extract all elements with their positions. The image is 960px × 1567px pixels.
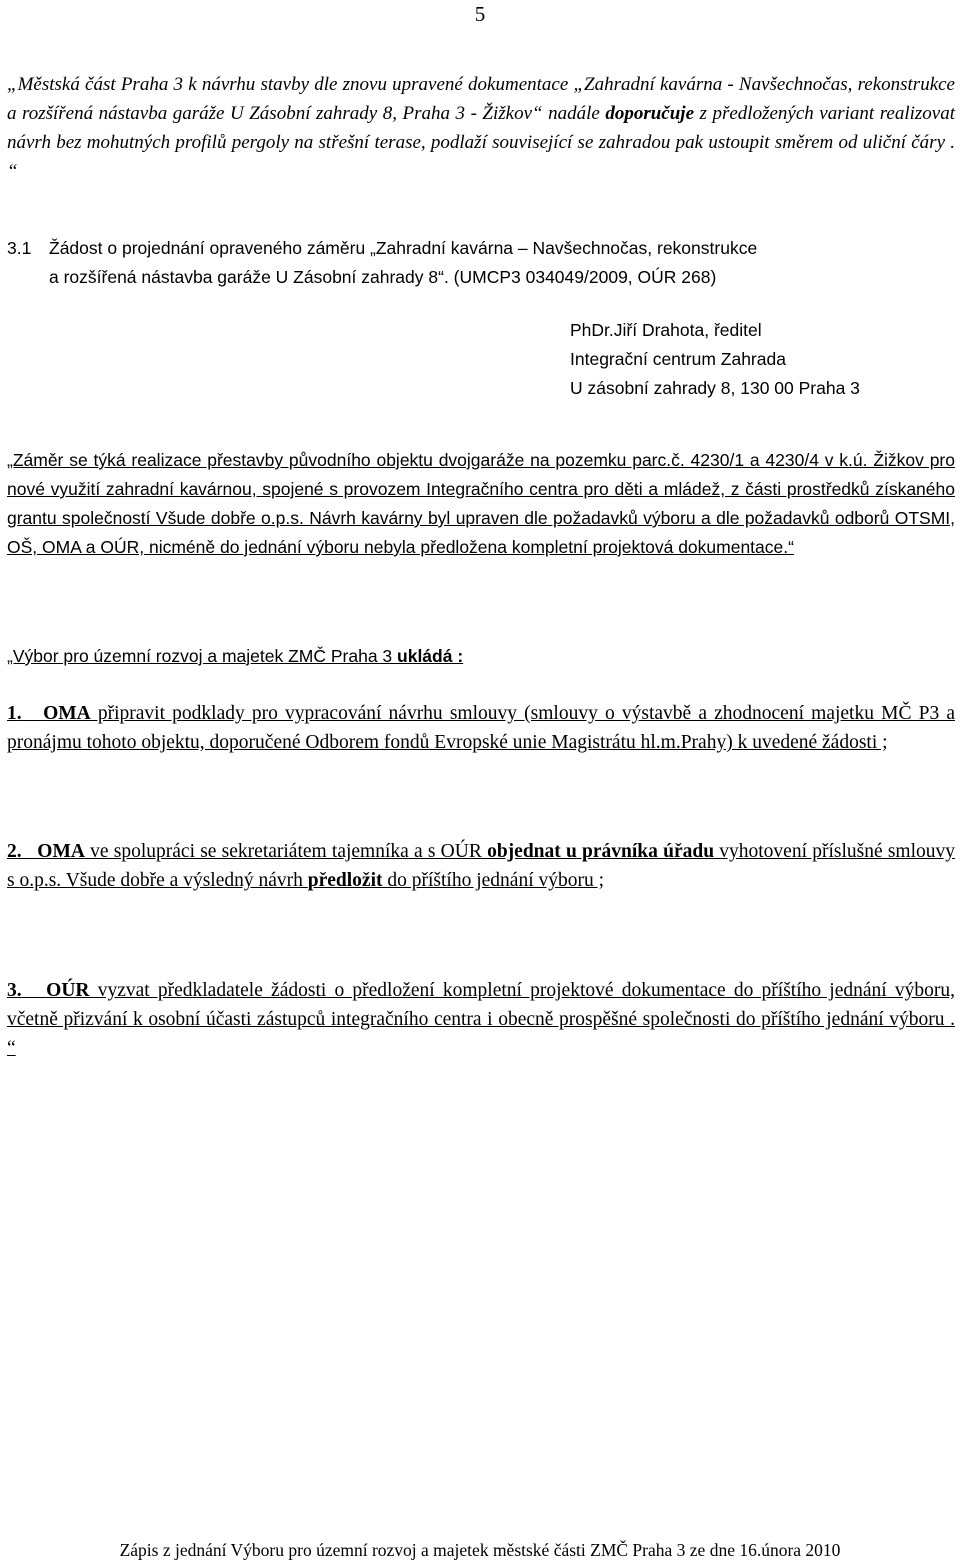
- resolution-2-lead: OMA: [37, 841, 85, 862]
- intro-bold: doporučuje: [605, 103, 695, 124]
- resolution-2: [7, 837, 955, 895]
- resolution-1-number: 1.: [7, 703, 22, 724]
- agenda-item-title-line1: Žádost o projednání opraveného záměru „Zahradní kavárna – Navšechnočas, rekonstrukce: [49, 238, 758, 258]
- resolution-2-bold-b: předložit: [307, 870, 383, 891]
- intro-text-2: z předložených variant realizovat návrh bez mohutných profilů pergoly na střešní terase, podlaží související se zahradou pak ustoupit směrem od uliční čáry . “: [7, 103, 955, 182]
- page-number: 5: [474, 2, 486, 26]
- committee-prefix: „Výbor pro územní rozvoj a majetek ZMČ Praha 3: [7, 646, 398, 666]
- intro-statement: [7, 70, 955, 186]
- resolution-1-lead: OMA: [43, 703, 91, 724]
- resolution-1-text: připravit podklady pro vypracování návrhu smlouvy (smlouvy o výstavbě a zhodnocení majetku MČ P3 a pronájmu tohoto objektu, doporučené Odborem fondů Evropské unie Magistrátu hl.m.Prahy) k uvedené žádosti ;: [7, 703, 955, 753]
- applicant-address: U zásobní zahrady 8, 130 00 Praha 3: [570, 378, 860, 398]
- resolution-1: [7, 699, 955, 757]
- resolution-2-text-c: do příštího jednání výboru ;: [382, 870, 605, 891]
- committee-resolution-title: [7, 642, 955, 671]
- applicant-block: [570, 316, 955, 403]
- subject-description: „Záměr se týká realizace přestavby původního objektu dvojgaráže na pozemku parc.č. 4230/1 a 4230/4 v k.ú. Žižkov pro nové využití zahradní kavárnou, spojené s provozem Integračního centra pro děti a mládež, z části prostředků získaného grantu společností Všude dobře o.p.s. Návrh kavárny byl upraven dle požadavků výboru a dle požadavků odborů OTSMI, OŠ, OMA a OÚR, nicméně do jednání výboru nebyla předložena kompletní projektová dokumentace.“: [7, 450, 955, 557]
- resolution-3-lead: OÚR: [46, 980, 90, 1001]
- resolution-2-text-b: vyhotovení příslušné smlouvy s o.p.s. Všude dobře a výsledný návrh: [7, 841, 956, 891]
- resolution-2-text-a: ve spolupráci se sekretariátem tajemníka a s OÚR: [84, 841, 488, 862]
- agenda-item-heading: [7, 234, 955, 292]
- resolution-3: [7, 976, 955, 1063]
- agenda-item-title-line2: a rozšířená nástavba garáže U Zásobní zahrady 8“. (UMCP3 034049/2009, OÚR 268): [49, 267, 717, 287]
- resolution-2-bold-a: objednat u právníka úřadu: [487, 841, 715, 862]
- resolution-3-number: 3.: [7, 980, 22, 1001]
- applicant-name: PhDr.Jiří Drahota, ředitel: [570, 320, 762, 340]
- resolution-2-number: 2.: [7, 841, 22, 862]
- committee-verb: ukládá :: [397, 646, 464, 666]
- resolution-3-text: vyzvat předkladatele žádosti o předložení kompletní projektové dokumentace do příštího jednání výboru, včetně přizvání k osobní účasti zástupců integračního centra i obecně prospěšné společnosti do příštího jednání výboru . “: [7, 980, 955, 1059]
- agenda-item-number: 3.1: [7, 238, 32, 258]
- applicant-organization: Integrační centrum Zahrada: [570, 349, 786, 369]
- page-footer: Zápis z jednání Výboru pro územní rozvoj a majetek městské části ZMČ Praha 3 ze dne 16.února 2010: [119, 1540, 841, 1560]
- intro-text-1: „Městská část Praha 3 k návrhu stavby dle znovu upravené dokumentace „Zahradní kavárna - Navšechnočas, rekonstrukce a rozšířená nástavba garáže U Zásobní zahrady 8, Praha 3 - Žižkov“ nadále: [7, 74, 955, 124]
